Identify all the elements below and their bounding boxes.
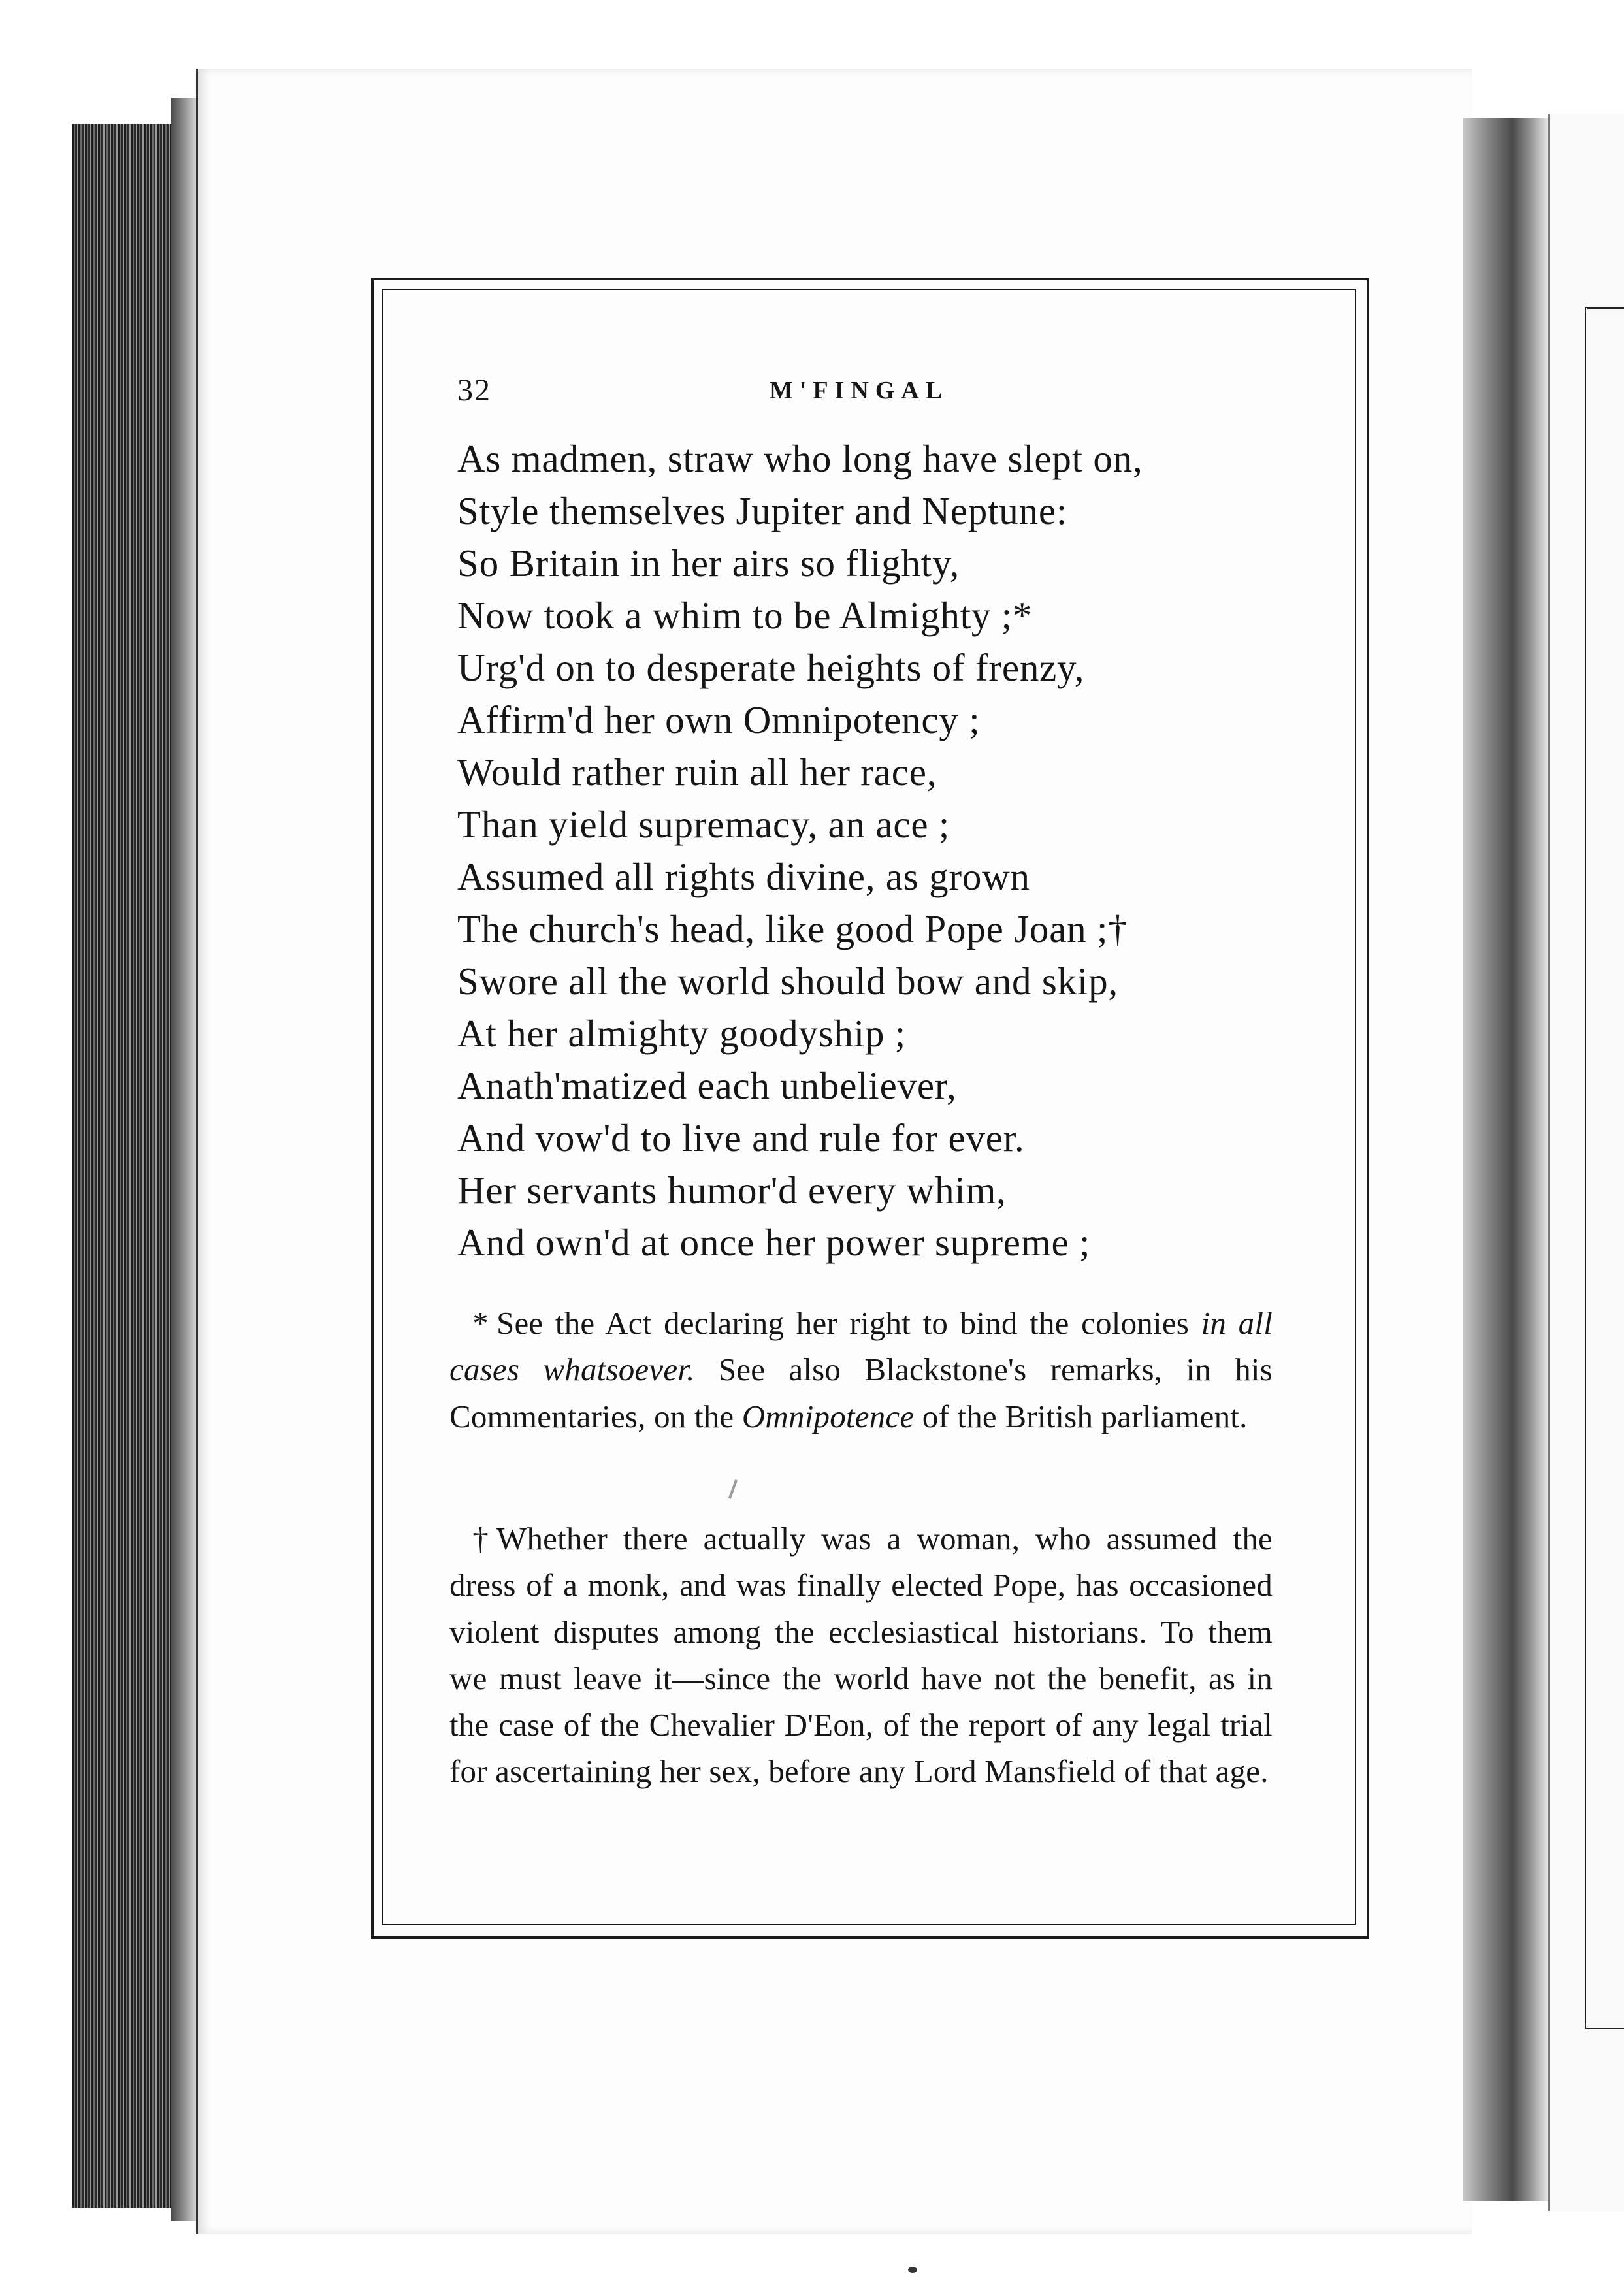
footnote-mark: * <box>472 1305 489 1341</box>
facing-page-edge <box>1548 114 1624 2211</box>
verse-line: At her almighty goodyship ; <box>457 1012 906 1055</box>
footnote-text: See the Act declaring her right to bind the colonies <box>496 1305 1190 1341</box>
footnote-text: See also Blackstone's remarks, in his Commentaries, on the <box>449 1351 1273 1434</box>
verse-line: Than yield supremacy, an ace ; <box>457 803 950 846</box>
running-head: M'FINGAL <box>770 377 949 404</box>
verse-block <box>457 432 1307 1268</box>
verse-line: The church's head, like good Pope Joan ;† <box>457 907 1128 950</box>
verse-line: Style themselves Jupiter and Neptune: <box>457 489 1068 532</box>
footnote-text: of the British parliament. <box>922 1398 1248 1434</box>
verse-line: And vow'd to live and rule for ever. <box>457 1116 1025 1159</box>
verse-line: Affirm'd her own Omnipotency ; <box>457 698 981 741</box>
page-header <box>457 372 1274 418</box>
page-number: 32 <box>457 373 491 408</box>
verse-line: Her servants humor'd every whim, <box>457 1169 1007 1212</box>
verse-line: Now took a whim to be Almighty ;* <box>457 594 1033 637</box>
verse-line: So Britain in her airs so flighty, <box>457 541 960 585</box>
verse-line: Assumed all rights divine, as grown <box>457 855 1030 898</box>
footnote-2 <box>449 1515 1273 1795</box>
footnote-italic: in all cases whatsoever. <box>449 1305 1273 1388</box>
facing-page-frame <box>1585 307 1624 2029</box>
verse-line: Anath'matized each unbeliever, <box>457 1064 957 1107</box>
verse-line: Would rather ruin all her race, <box>457 751 937 794</box>
verse-line: Urg'd on to desperate heights of frenzy, <box>457 646 1085 689</box>
footnote-text: Whether there actually was a woman, who assumed the dress of a monk, and was finally elected Pope, has occasioned violent disputes among the ecclesiastical historians. To them we must leave it—since the world have not the benefit, as in the case of the Chevalier D'Eon, of the report of any legal trial for ascertaining her sex, before any Lord Mansfield of that age. <box>449 1521 1273 1790</box>
page-gutter-shadow <box>1463 118 1548 2201</box>
verse-line: Swore all the world should bow and skip, <box>457 960 1118 1003</box>
footnote-mark: † <box>472 1521 489 1557</box>
footnote-italic: Omnipotence <box>741 1398 915 1434</box>
spine-shadow <box>171 98 197 2221</box>
verse-line: As madmen, straw who long have slept on, <box>457 437 1143 480</box>
scan-speck <box>908 2267 917 2273</box>
verse-line: And own'd at once her power supreme ; <box>457 1221 1091 1264</box>
footnote-1 <box>449 1300 1273 1440</box>
